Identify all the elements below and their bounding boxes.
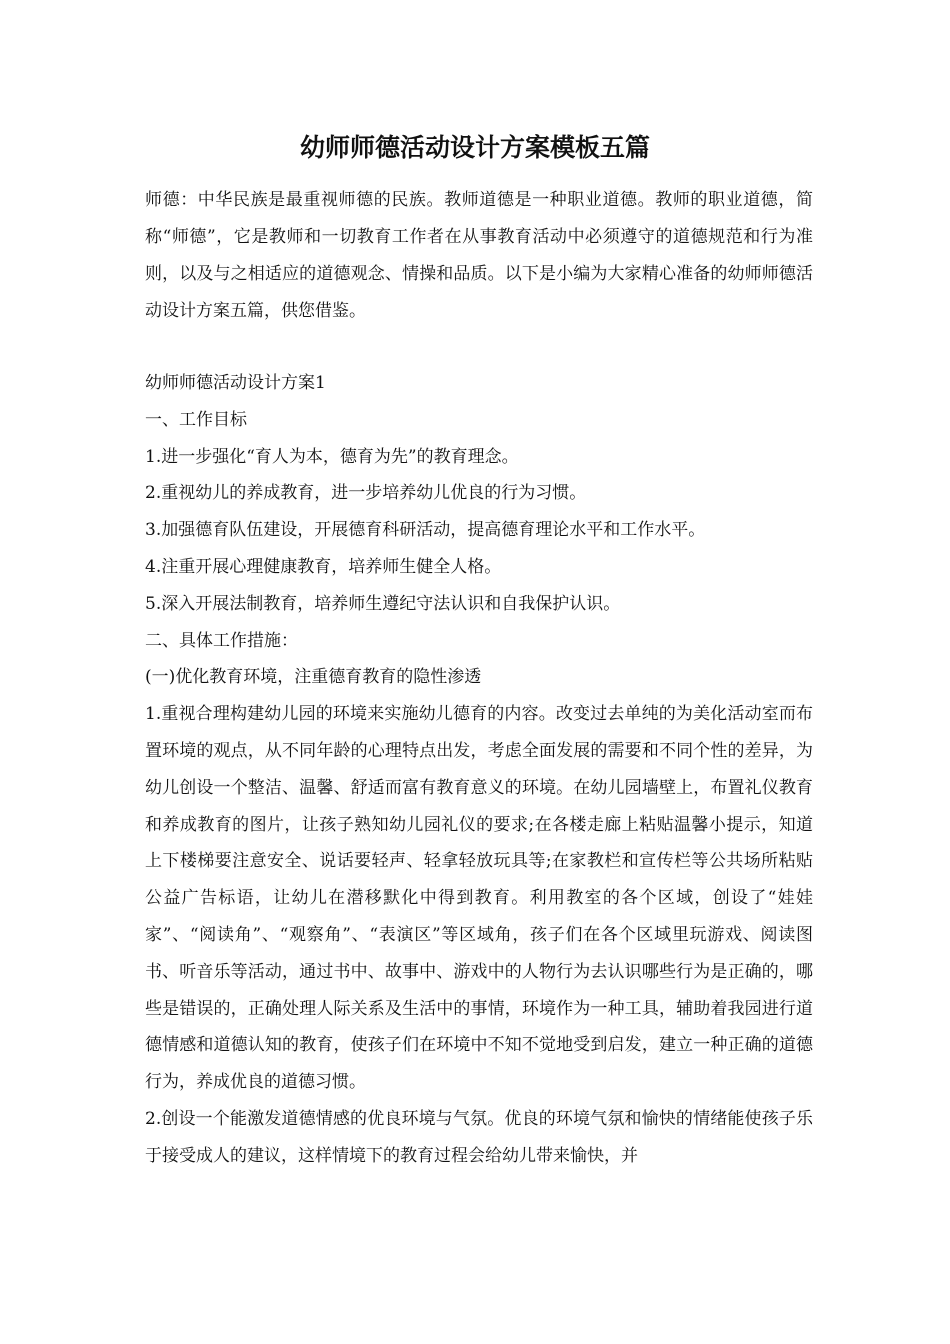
- measure-paragraph-2: 2.创设一个能激发道德情感的优良环境与气氛。优良的环境气氛和愉快的情绪能使孩子乐于接受成人的建议，这样情境下的教育过程会给幼儿带来愉快，并: [145, 1108, 813, 1166]
- goal-item: 2.重视幼儿的养成教育，进一步培养幼儿优良的行为习惯。: [145, 483, 587, 504]
- goal-item: 1.进一步强化“育人为本，德育为先”的教育理念。: [145, 446, 519, 467]
- content-block: [145, 365, 813, 1175]
- goal-item: 4.注重开展心理健康教育，培养师生健全人格。: [145, 556, 502, 577]
- intro-paragraph: 师德：中华民族是最重视师德的民族。教师道德是一种职业道德。教师的职业道德，简称“师德”，它是教师和一切教育工作者在从事教育活动中必须遵守的道德规范和行为准则，以及与之相适应的道德观念、情操和品质。以下是小编为大家精心准备的幼师师德活动设计方案五篇，供您借鉴。: [145, 190, 813, 321]
- part1-heading: 一、工作目标: [145, 409, 247, 430]
- part2-heading: 二、具体工作措施：: [145, 630, 298, 651]
- sub1-heading: (一)优化教育环境，注重德育教育的隐性渗透: [145, 667, 482, 688]
- document-title: 幼师师德活动设计方案模板五篇: [299, 133, 650, 162]
- goal-item: 5.深入开展法制教育，培养师生遵纪守法认识和自我保护认识。: [145, 593, 621, 614]
- intro-block: [145, 182, 813, 330]
- section-heading: 幼师师德活动设计方案1: [145, 373, 326, 393]
- measure-paragraph-1: 1.重视合理构建幼儿园的环境来实施幼儿德育的内容。改变过去单纯的为美化活动室而布置环境的观点，从不同年龄的心理特点出发，考虑全面发展的需要和不同个性的差异，为幼儿创设一个整洁、温馨、舒适而富有教育意义的环境。在幼儿园墙壁上，布置礼仪教育和养成教育的图片，让孩子熟知幼儿园礼仪的要求;在各楼走廊上粘贴温馨小提示，知道上下楼梯要注意安全、说话要轻声、轻拿轻放玩具等;在家教栏和宣传栏等公共场所粘贴公益广告标语，让幼儿在潜移默化中得到教育。利用教室的各个区域，创设了“娃娃家”、“阅读角”、“观察角”、“表演区”等区域角，孩子们在各个区域里玩游戏、阅读图书、听音乐等活动，通过书中、故事中、游戏中的人物行为去认识哪些行为是正确的，哪些是错误的，正确处理人际关系及生活中的事情，环境作为一种工具，辅助着我园进行道德情感和道德认知的教育，使孩子们在环境中不知不觉地受到启发，建立一种正确的道德行为，养成优良的道德习惯。: [145, 704, 813, 1093]
- goal-item: 3.加强德育队伍建设，开展德育科研活动，提高德育理论水平和工作水平。: [145, 520, 706, 541]
